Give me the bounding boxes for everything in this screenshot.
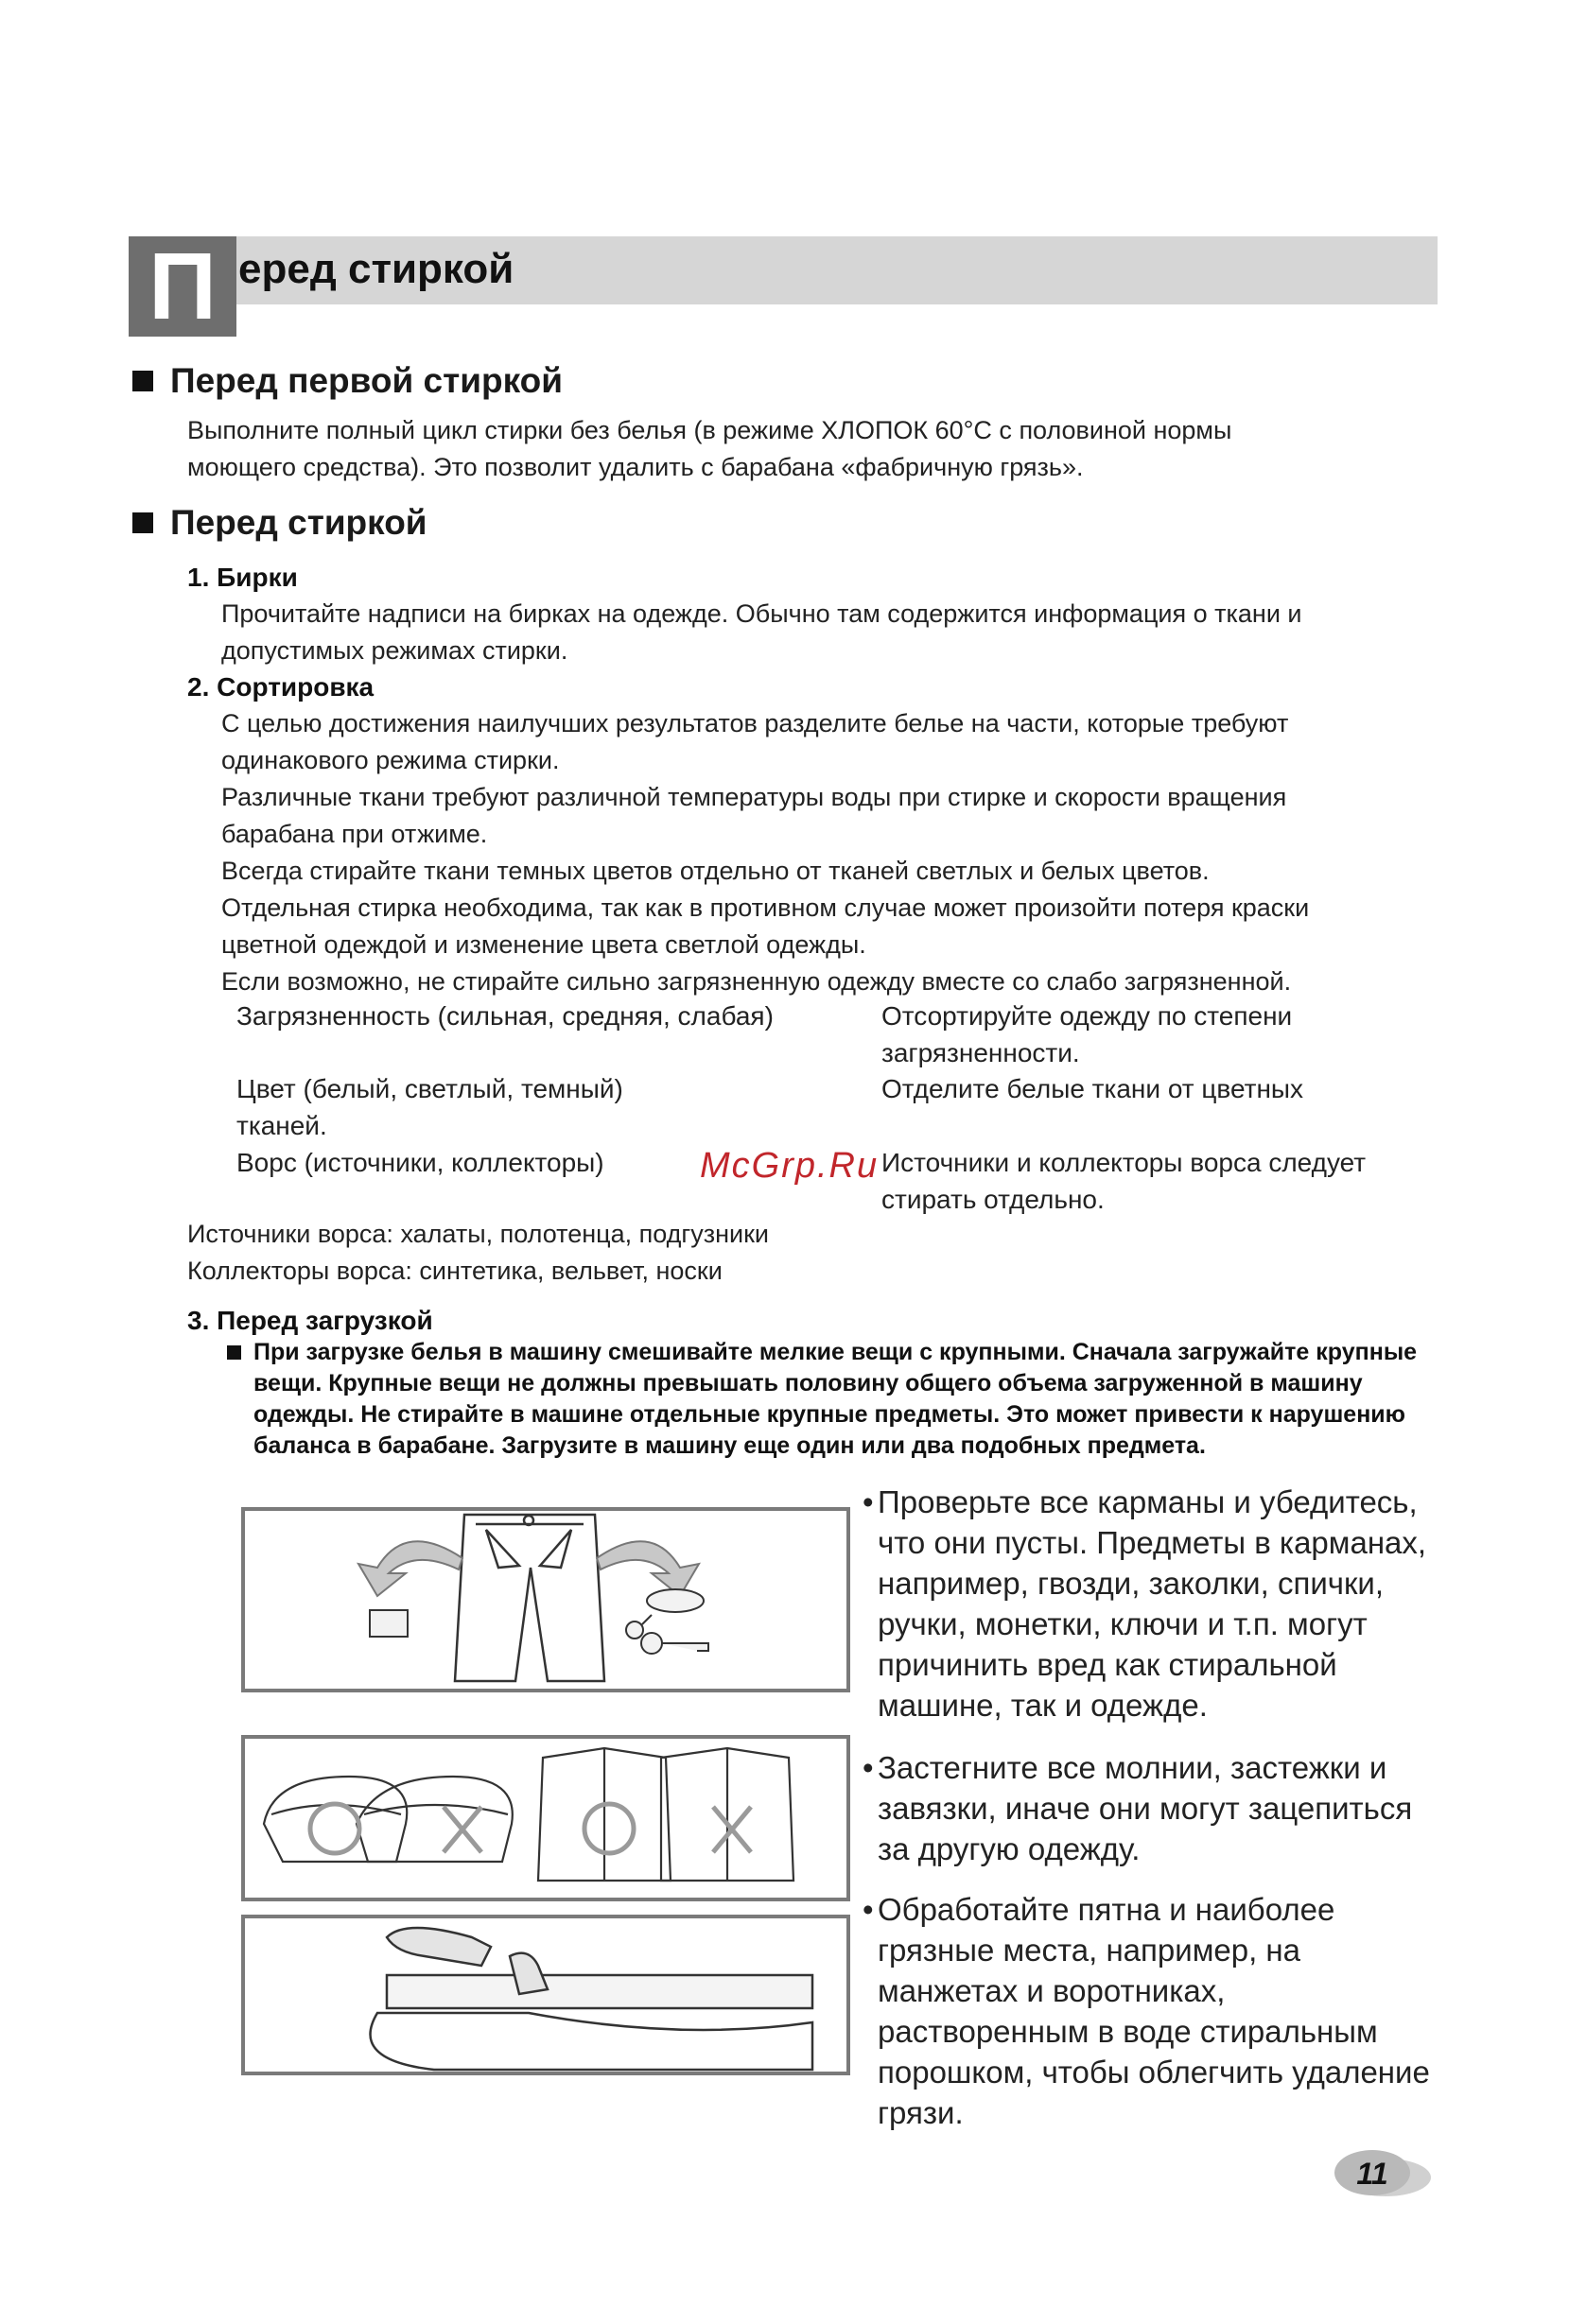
bullet-fasten-zippers (863, 1747, 1464, 1869)
bullet-check-pockets (863, 1482, 1464, 1726)
text-line: грязи. (878, 2095, 964, 2130)
text-line: растворенным в воде стиральным (878, 2014, 1378, 2049)
lint-sources-text: Источники ворса: халаты, полотенца, подгузники (187, 1220, 770, 1248)
page-number-badge (1329, 2146, 1433, 2199)
section-heading-text: Перед стиркой (170, 503, 427, 542)
text-line: Если возможно, не стирайте сильно загрязненную одежду вместе со слабо загрязненной. (221, 967, 1292, 996)
text-line: причинить вред как стиральной (878, 1647, 1337, 1682)
illustration-empty-pockets (241, 1507, 850, 1692)
text-line: Застегните все молнии, застежки и (878, 1750, 1387, 1785)
text-line: Обработайте пятна и наиболее (878, 1892, 1335, 1927)
table-cell: тканей. (236, 1111, 327, 1140)
text-line: моющего средства). Это позволит удалить с барабана «фабричную грязь». (187, 453, 1084, 481)
text-line: барабана при отжиме. (221, 820, 488, 848)
text-line: С целью достижения наилучших результатов разделите белье на части, которые требуют (221, 709, 1289, 737)
table-cell: Отделите белые ткани от цветных (881, 1074, 1304, 1103)
text-line: ручки, монетки, ключи и т.п. могут (878, 1606, 1368, 1641)
table-cell: Загрязненность (сильная, средняя, слабая) (236, 1001, 774, 1031)
square-bullet-icon (227, 1345, 241, 1360)
text-line: порошком, чтобы облегчить удаление (878, 2055, 1430, 2090)
table-cell: Ворс (источники, коллекторы) (236, 1148, 604, 1177)
section1-paragraph (187, 412, 1436, 486)
page-number-oval-icon (1329, 2146, 1433, 2199)
item-title-labels: 1. Бирки (187, 563, 298, 592)
table-cell: загрязненности. (881, 1038, 1080, 1067)
square-bullet-icon (132, 512, 153, 533)
page-title: еред стиркой (238, 246, 514, 292)
section-heading-text: Перед первой стиркой (170, 361, 563, 400)
trousers-pockets-icon (245, 1511, 846, 1689)
text-line: одежды. Не стирайте в машине отдельные крупные предметы. Это может привести к нарушению (253, 1401, 1406, 1428)
header-initial-letter: П (129, 236, 236, 337)
illustration-fasten-zippers (241, 1735, 850, 1901)
text-line: машине, так и одежде. (878, 1688, 1208, 1723)
text-line: При загрузке белья в машину смешивайте мелкие вещи с крупными. Сначала загружайте крупные (253, 1339, 1418, 1365)
text-line: Выполните полный цикл стирки без белья (в режиме ХЛОПОК 60°С с половиной нормы (187, 416, 1232, 444)
text-line: Прочитайте надписи на бирках на одежде. Обычно там содержится информация о ткани и (221, 599, 1302, 628)
table-cell: стирать отдельно. (881, 1185, 1105, 1214)
text-line: допустимых режимах стирки. (221, 636, 568, 665)
bullet-treat-stains (863, 1889, 1464, 2133)
square-bullet-icon (132, 371, 153, 391)
text-line: цветной одеждой и изменение цвета светлой одежды. (221, 930, 866, 959)
text-line: за другую одежду. (878, 1831, 1141, 1866)
text-line: Проверьте все карманы и убедитесь, (878, 1484, 1418, 1519)
item-title-sorting: 2. Сортировка (187, 672, 375, 702)
watermark: McGrp.Ru (700, 1146, 880, 1186)
table-cell: Источники и коллекторы ворса следует (881, 1148, 1367, 1177)
stain-treatment-icon (245, 1918, 846, 2072)
text-line: Отдельная стирка необходима, так как в противном случае может произойти потеря краски (221, 893, 1310, 922)
lint-collectors-text: Коллекторы ворса: синтетика, вельвет, носки (187, 1257, 723, 1285)
text-line: что они пусты. Предметы в карманах, (878, 1525, 1427, 1560)
zippers-fastened-icon (245, 1739, 846, 1898)
text-line: одинакового режима стирки. (221, 746, 560, 774)
text-line: Всегда стирайте ткани темных цветов отдельно от тканей светлых и белых цветов. (221, 857, 1210, 885)
bullet-dot: • (863, 1750, 874, 1785)
text-line: баланса в барабане. Загрузите в машину еще один или два подобных предмета. (253, 1432, 1206, 1459)
text-line: манжетах и воротниках, (878, 1973, 1226, 2008)
item1-paragraph (221, 596, 1441, 669)
section-heading-first-wash (132, 359, 563, 403)
loading-note (227, 1337, 1438, 1462)
text-line: Различные ткани требуют различной температуры воды при стирке и скорости вращения (221, 783, 1287, 811)
text-line: завязки, иначе они могут зацепиться (878, 1791, 1413, 1826)
table-cell: Цвет (белый, светлый, темный) (236, 1074, 623, 1103)
table-cell: Отсортируйте одежду по степени (881, 1001, 1293, 1031)
item2-paragraph (221, 705, 1451, 1000)
illustration-treat-stains (241, 1915, 850, 2075)
text-line: грязные места, например, на (878, 1933, 1300, 1968)
section-heading-before-wash (132, 501, 427, 545)
bullet-dot: • (863, 1892, 874, 1927)
text-line: например, гвозди, заколки, спички, (878, 1566, 1384, 1601)
text-line: вещи. Крупные вещи не должны превышать половину общего объема загруженной в машину (253, 1370, 1363, 1396)
page-number: 11 (1356, 2157, 1388, 2191)
bullet-dot: • (863, 1484, 874, 1519)
item-title-loading: 3. Перед загрузкой (187, 1306, 433, 1335)
